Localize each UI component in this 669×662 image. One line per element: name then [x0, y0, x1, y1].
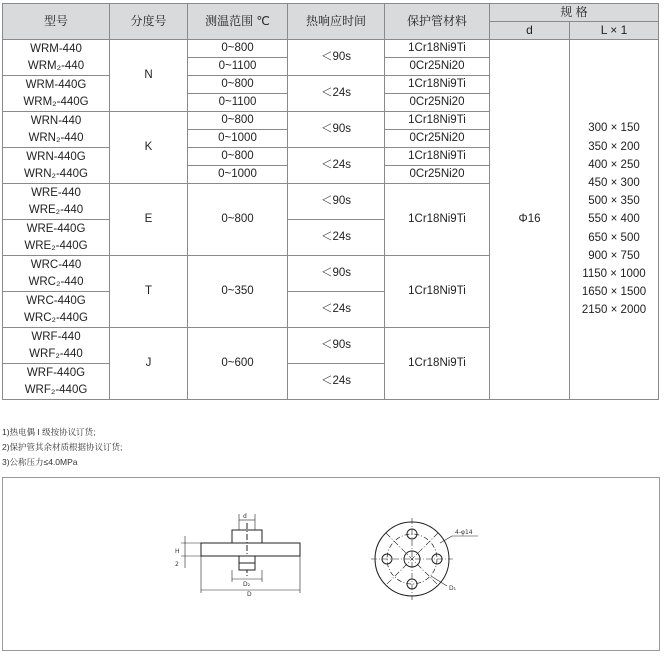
range-cell: 0~800: [188, 40, 288, 58]
note-line: 2)保护管其余材质根据协议订货;: [2, 442, 123, 452]
header-d: d: [490, 22, 570, 40]
response-cell: ＜24s: [288, 76, 385, 112]
header-grade: 分度号: [110, 4, 188, 40]
model-cell: WRE-440 WRE₂-440: [3, 184, 110, 220]
note-line: 3)公称压力≤4.0MPa: [2, 457, 78, 467]
range-cell: 0~1000: [188, 130, 288, 148]
model-cell: WRN-440 WRN₂-440: [3, 112, 110, 148]
grade-cell: N: [110, 40, 188, 112]
tube-cell: 0Cr25Ni20: [385, 166, 490, 184]
tube-cell: 1Cr18Ni9Ti: [385, 184, 490, 256]
table-row: [3, 40, 659, 58]
range-cell: 0~800: [188, 148, 288, 166]
response-cell: ＜24s: [288, 148, 385, 184]
note-line: 1)热电偶 I 级按协议订货;: [2, 427, 96, 437]
header-lx1: L × 1: [570, 22, 659, 40]
tube-cell: 1Cr18Ni9Ti: [385, 256, 490, 328]
response-cell: ＜90s: [288, 40, 385, 76]
label-d: d: [243, 513, 247, 520]
tube-cell: 0Cr25Ni20: [385, 94, 490, 112]
length-value: 450 × 300: [588, 176, 640, 189]
header-response: 热响应时间: [288, 4, 385, 40]
tube-cell: 0Cr25Ni20: [385, 130, 490, 148]
model-cell: WRF-440 WRF₂-440: [3, 328, 110, 364]
model-cell: WRM-440 WRM₂-440: [3, 40, 110, 76]
length-value: 900 × 750: [588, 249, 640, 262]
range-cell: 0~1100: [188, 58, 288, 76]
header-model: 型号: [3, 4, 110, 40]
range-cell: 0~800: [188, 76, 288, 94]
technical-drawing: [2, 477, 660, 651]
grade-cell: E: [110, 184, 188, 256]
range-cell: 0~350: [188, 256, 288, 328]
length-value: 500 × 350: [588, 195, 640, 208]
grade-cell: K: [110, 112, 188, 184]
response-cell: ＜90s: [288, 328, 385, 364]
response-cell: ＜90s: [288, 184, 385, 220]
header-range: 测温范围 ℃: [188, 4, 288, 40]
length-value: 650 × 500: [588, 231, 640, 244]
length-value: 550 × 400: [588, 213, 640, 226]
length-value: 2150 × 2000: [581, 304, 647, 317]
tube-cell: 1Cr18Ni9Ti: [385, 112, 490, 130]
tube-cell: 1Cr18Ni9Ti: [385, 76, 490, 94]
length-value: 350 × 200: [588, 140, 640, 153]
model-cell: WRF-440G WRF₂-440G: [3, 364, 110, 400]
response-cell: ＜90s: [288, 256, 385, 292]
length-value: 400 × 250: [588, 158, 640, 171]
length-value: 1150 × 1000: [582, 268, 646, 280]
range-cell: 0~1000: [188, 166, 288, 184]
response-cell: ＜24s: [288, 292, 385, 328]
label-holes: 4-φ14: [455, 529, 473, 536]
header-spec: 规 格: [490, 4, 659, 22]
response-cell: ＜24s: [288, 364, 385, 400]
model-cell: WRC-440G WRC₂-440G: [3, 292, 110, 328]
tube-cell: 1Cr18Ni9Ti: [385, 40, 490, 58]
model-cell: WRC-440 WRC₂-440: [3, 256, 110, 292]
spec-table: [2, 3, 659, 400]
range-cell: 0~800: [188, 112, 288, 130]
grade-cell: J: [110, 328, 188, 400]
range-cell: 0~800: [188, 184, 288, 256]
range-cell: 0~1100: [188, 94, 288, 112]
model-cell: WRE-440G WRE₂-440G: [3, 220, 110, 256]
flange-drawing-svg: [3, 478, 659, 650]
d-cell: Φ16: [490, 40, 570, 400]
length-cell: [570, 40, 659, 400]
label-b: 2: [175, 561, 179, 568]
tube-cell: 1Cr18Ni9Ti: [385, 328, 490, 400]
header-tube: 保护管材料: [385, 4, 490, 40]
label-big-d: D: [247, 591, 252, 598]
model-cell: WRN-440G WRN₂-440G: [3, 148, 110, 184]
tube-cell: 0Cr25Ni20: [385, 58, 490, 76]
response-cell: ＜90s: [288, 112, 385, 148]
range-cell: 0~600: [188, 328, 288, 400]
grade-cell: T: [110, 256, 188, 328]
label-d1: D₁: [449, 585, 457, 592]
flange-side-view: [181, 514, 300, 593]
label-h: H: [175, 548, 180, 555]
length-value: 1650 × 1500: [581, 286, 647, 299]
label-d2: D₂: [243, 581, 251, 588]
response-cell: ＜24s: [288, 220, 385, 256]
notes: [2, 425, 122, 470]
model-cell: WRM-440G WRM₂-440G: [3, 76, 110, 112]
length-value: 300 × 150: [588, 122, 640, 135]
tube-cell: 1Cr18Ni9Ti: [385, 148, 490, 166]
